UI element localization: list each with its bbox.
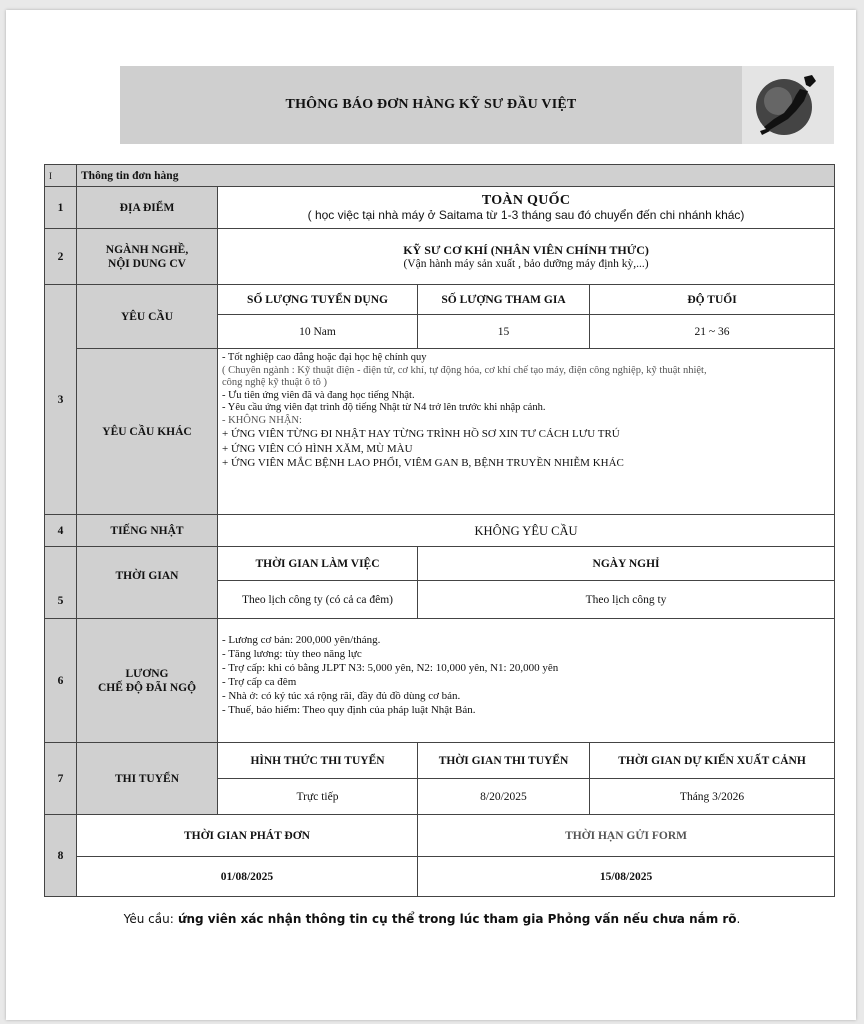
exam-date-value: 8/20/2025 xyxy=(418,779,590,815)
other-requirements-label: YÊU CẦU KHÁC xyxy=(77,349,218,515)
time-header-row xyxy=(45,547,835,581)
location-main: TOÀN QUỐC xyxy=(481,192,571,208)
requirement-line: + ỨNG VIÊN CÓ HÌNH XĂM, MÙ MÀU xyxy=(222,442,413,455)
issue-date-header: THỜI GIAN PHÁT ĐƠN xyxy=(77,815,418,857)
exam-header-row xyxy=(45,743,835,779)
requirement-line: - KHÔNG NHẬN: xyxy=(222,414,302,426)
row-number: 5 xyxy=(45,547,77,619)
japan-map-logo-icon xyxy=(748,69,828,141)
work-time-value: Theo lịch công ty (có cả ca đêm) xyxy=(218,581,418,619)
salary-row xyxy=(45,619,835,743)
document-header xyxy=(44,66,834,144)
requirement-line: - Tốt nghiệp cao đẳng hoặc đại học hệ chính quy xyxy=(222,352,427,363)
other-requirements-row xyxy=(45,349,835,515)
row-number: 7 xyxy=(45,743,77,815)
requirement-line: + ỨNG VIÊN TỪNG ĐI NHẬT HAY TỪNG TRÌNH HỒ SƠ XIN TƯ CÁCH LƯU TRÚ xyxy=(222,428,620,440)
row-number: 2 xyxy=(45,229,77,285)
footer-suffix: . xyxy=(736,912,741,926)
location-value xyxy=(218,187,835,229)
recruit-count-header: SỐ LƯỢNG TUYỂN DỤNG xyxy=(218,285,418,315)
issue-date-value: 01/08/2025 xyxy=(77,857,418,897)
row-number: 8 xyxy=(45,815,77,897)
requirement-line: + ỨNG VIÊN MẮC BỆNH LAO PHỔI, VIÊM GAN B, BỆNH TRUYỀN NHIỄM KHÁC xyxy=(222,457,624,469)
row-number: 4 xyxy=(45,515,77,547)
job-title: KỸ SƯ CƠ KHÍ (NHÂN VIÊN CHÍNH THỨC) xyxy=(403,242,649,257)
requirement-line: ( Chuyên ngành : Kỹ thuật điện - điện tử, cơ khí, tự động hóa, cơ khí chế tạo máy, điện công nghiệp, kỹ thuật nhiệt, xyxy=(222,364,707,376)
requirement-line: công nghệ kỹ thuật ô tô ) xyxy=(222,377,327,388)
requirement-line: - Yêu cầu ứng viên đạt trình độ tiếng Nhật từ N4 trở lên trước khi nhập cảnh. xyxy=(222,402,546,413)
job-label xyxy=(77,229,218,285)
location-label: ĐỊA ĐIỂM xyxy=(77,187,218,229)
other-requirements-list xyxy=(218,349,835,515)
age-value: 21 ~ 36 xyxy=(590,315,835,349)
footer-text: ứng viên xác nhận thông tin cụ thể trong lúc tham gia Phỏng vấn nếu chưa nắm rõ xyxy=(173,912,737,926)
departure-value: Tháng 3/2026 xyxy=(590,779,835,815)
time-label: THỜI GIAN xyxy=(77,547,218,619)
dates-value-row xyxy=(45,857,835,897)
row-number: 6 xyxy=(45,619,77,743)
section-number: I xyxy=(45,165,77,187)
benefit-line: - Nhà ở: có ký túc xá rộng rãi, đầy đủ đồ dùng cơ bản. xyxy=(222,690,461,702)
location-note: ( học việc tại nhà máy ở Saitama từ 1-3 tháng sau đó chuyển đến chi nhánh khác) xyxy=(307,207,745,222)
requirements-header-row xyxy=(45,285,835,315)
benefit-line: - Tăng lương: tùy theo năng lực xyxy=(222,648,362,660)
job-row xyxy=(45,229,835,285)
benefit-line: - Trợ cấp ca đêm xyxy=(222,676,297,688)
footer-note xyxy=(0,912,864,926)
work-time-header: THỜI GIAN LÀM VIỆC xyxy=(218,547,418,581)
japanese-label: TIẾNG NHẬT xyxy=(77,515,218,547)
order-info-table xyxy=(44,164,835,897)
section-title: Thông tin đơn hàng xyxy=(77,165,835,187)
japanese-value: KHÔNG YÊU CẦU xyxy=(218,515,835,547)
age-header: ĐỘ TUỔI xyxy=(590,285,835,315)
exam-label: THI TUYỂN xyxy=(77,743,218,815)
job-description: (Vận hành máy sản xuất , bảo dưỡng máy định kỳ,...) xyxy=(403,257,649,270)
form-deadline-header: THỜI HẠN GỬI FORM xyxy=(418,815,835,857)
salary-label-line2: CHẾ ĐỘ ĐÃI NGỘ xyxy=(97,681,197,694)
exam-format-value: Trực tiếp xyxy=(218,779,418,815)
day-off-value: Theo lịch công ty xyxy=(418,581,835,619)
company-logo xyxy=(742,66,834,144)
recruit-count-value: 10 Nam xyxy=(218,315,418,349)
salary-details xyxy=(218,619,835,743)
job-value xyxy=(218,229,835,285)
requirement-line: - Ưu tiên ứng viên đã và đang học tiếng Nhật. xyxy=(222,389,415,401)
section-header-row xyxy=(45,165,835,187)
job-label-line2: NỘI DUNG CV xyxy=(108,257,186,270)
participant-count-value: 15 xyxy=(418,315,590,349)
requirements-label: YÊU CẦU xyxy=(77,285,218,349)
job-label-line1: NGÀNH NGHỀ, xyxy=(105,243,189,256)
dates-header-row xyxy=(45,815,835,857)
departure-header: THỜI GIAN DỰ KIẾN XUẤT CẢNH xyxy=(590,743,835,779)
location-row xyxy=(45,187,835,229)
exam-format-header: HÌNH THỨC THI TUYỂN xyxy=(218,743,418,779)
benefit-line: - Trợ cấp: khi có bằng JLPT N3: 5,000 yên, N2: 10,000 yên, N1: 20,000 yên xyxy=(222,662,559,674)
document-title: THÔNG BÁO ĐƠN HÀNG KỸ SƯ ĐẦU VIỆT xyxy=(120,66,742,144)
exam-date-header: THỜI GIAN THI TUYỂN xyxy=(418,743,590,779)
form-deadline-value: 15/08/2025 xyxy=(418,857,835,897)
salary-label xyxy=(77,619,218,743)
salary-label-line1: LƯƠNG xyxy=(125,667,169,680)
row-number: 1 xyxy=(45,187,77,229)
day-off-header: NGÀY NGHỈ xyxy=(418,547,835,581)
benefit-line: - Lương cơ bản: 200,000 yên/tháng. xyxy=(222,634,381,646)
japanese-row xyxy=(45,515,835,547)
footer-prefix: Yêu cầu: xyxy=(123,912,174,926)
benefit-line: - Thuế, bảo hiểm: Theo quy định của pháp luật Nhật Bản. xyxy=(222,704,476,716)
participant-count-header: SỐ LƯỢNG THAM GIA xyxy=(418,285,590,315)
row-number: 3 xyxy=(45,285,77,515)
